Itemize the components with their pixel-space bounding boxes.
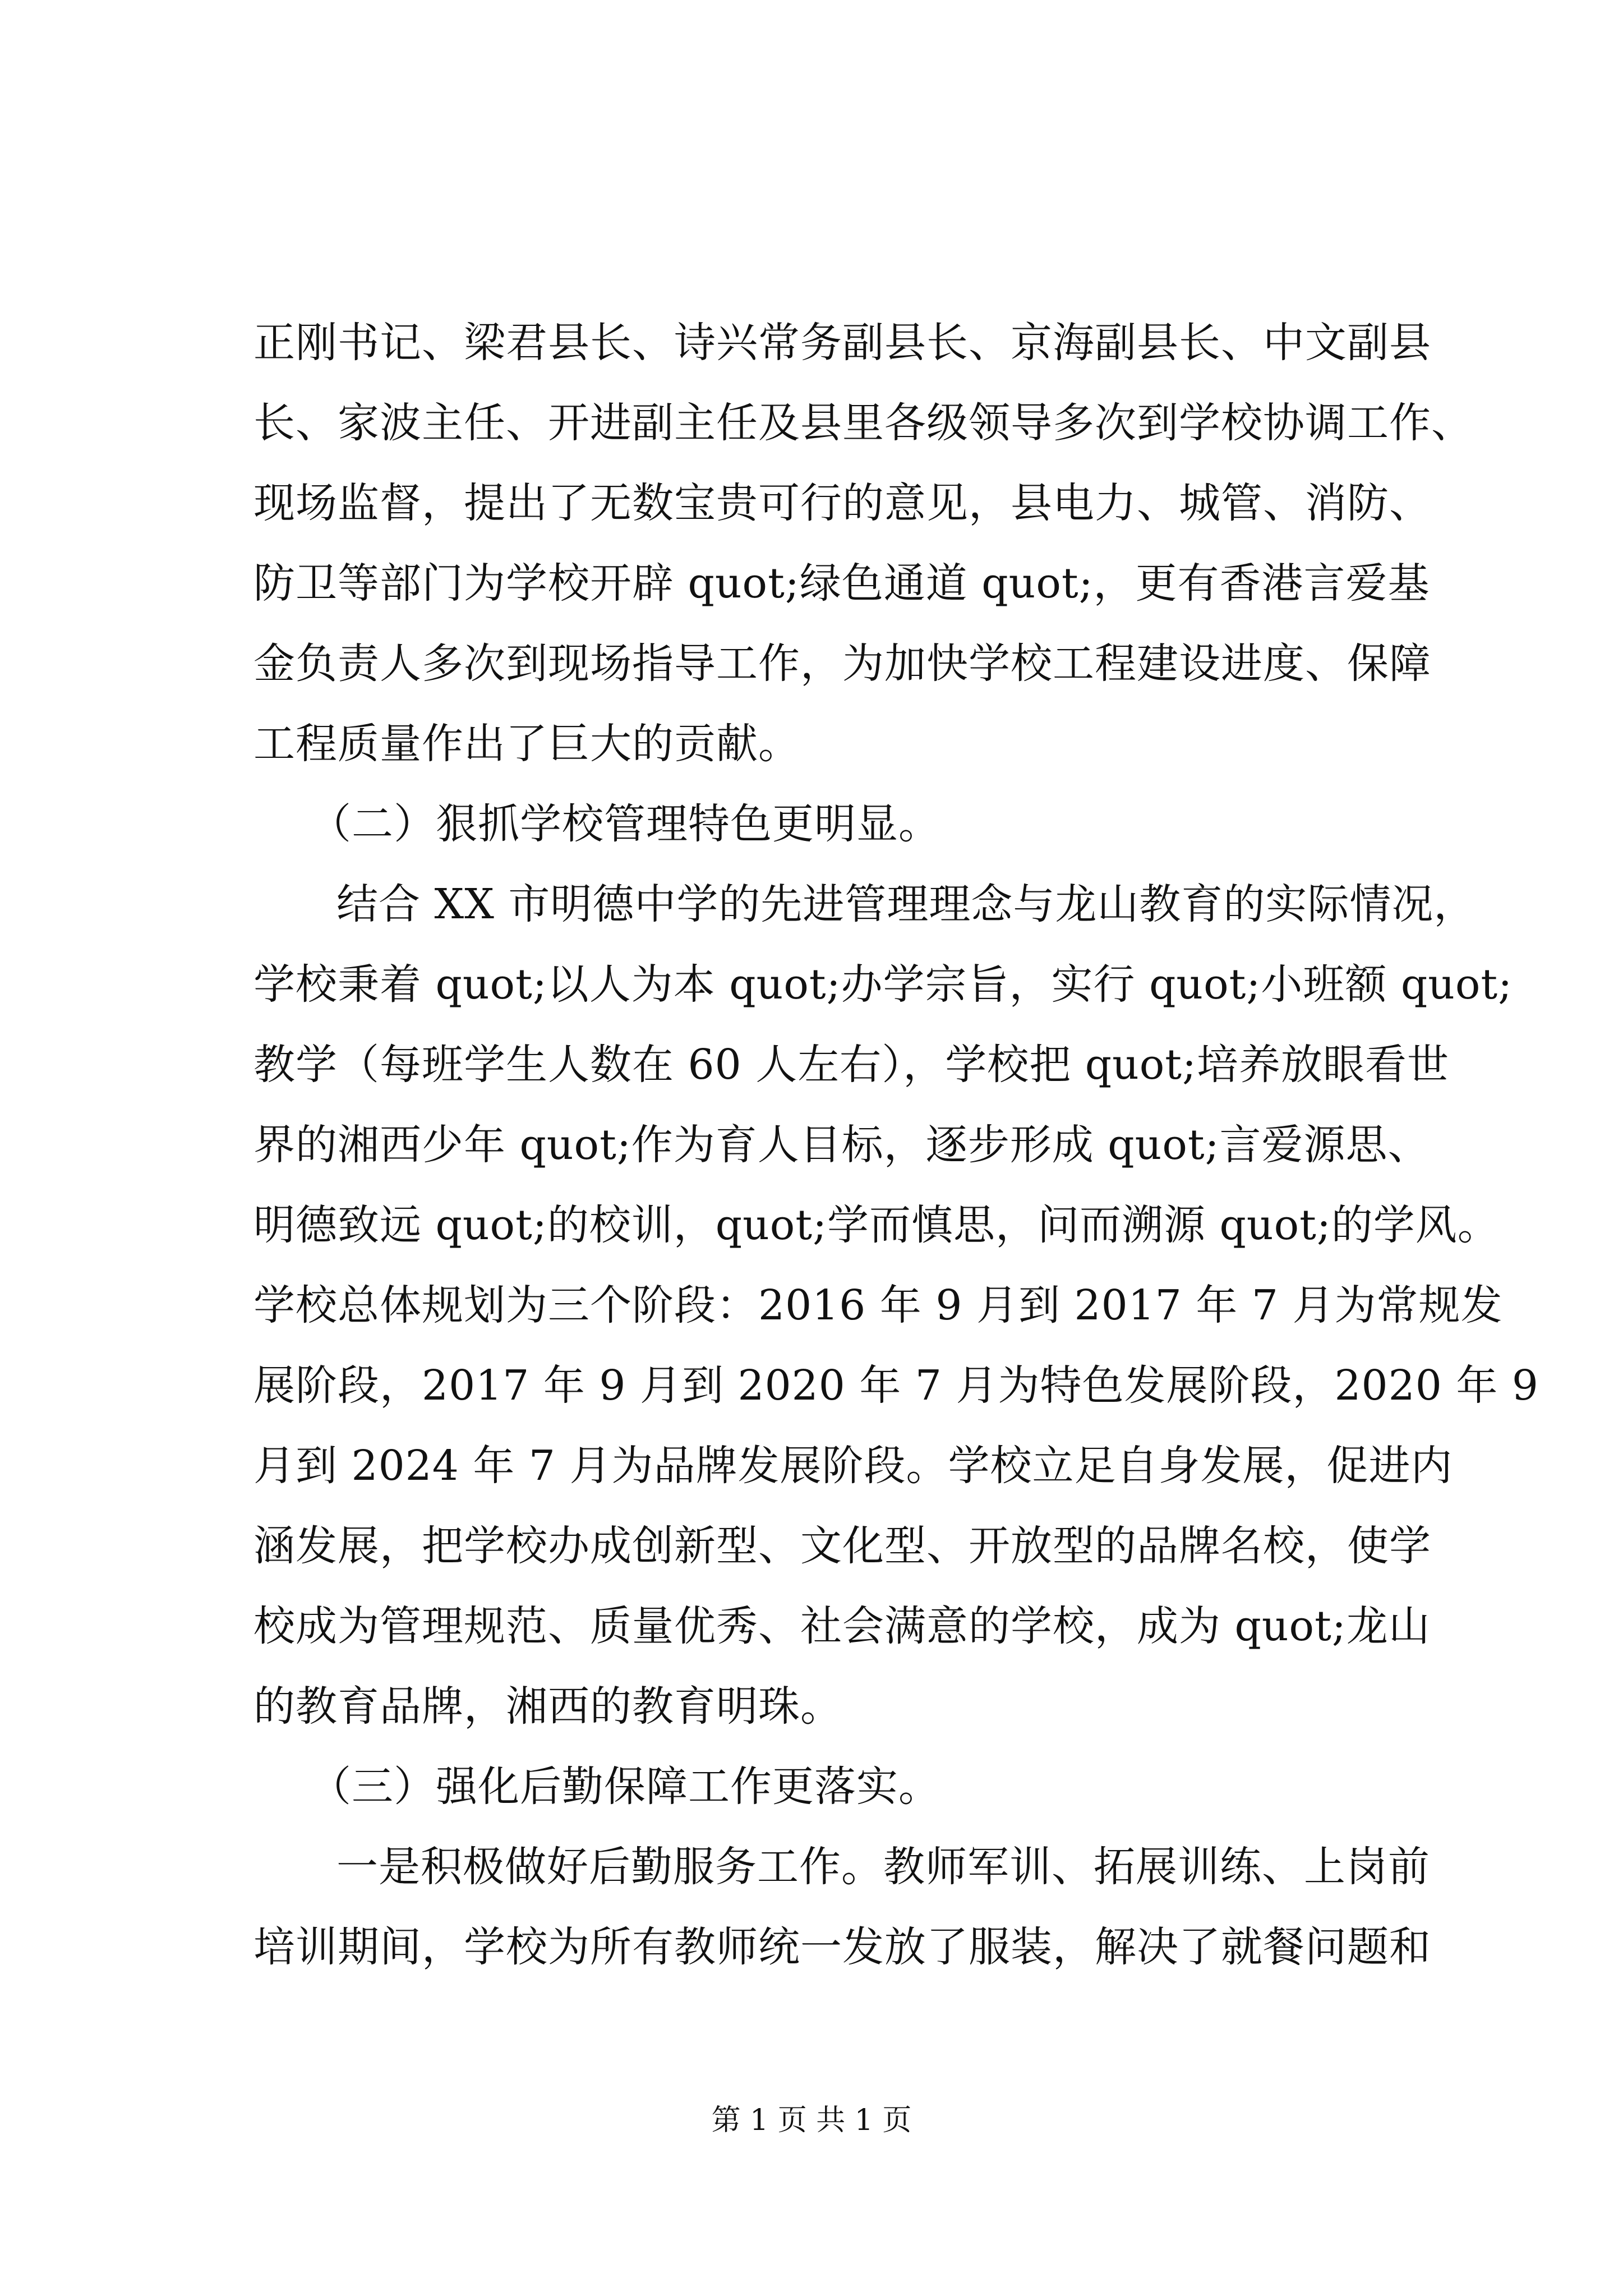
paragraph-line: 培训期间，学校为所有教师统一发放了服装，解决了就餐问题和 (253, 1923, 1431, 1971)
page-footer: 第 1 页 共 1 页 (711, 2104, 912, 2137)
paragraph-line: 一是积极做好后勤服务工作。教师军训、拓展训练、上岗前 (336, 1843, 1430, 1891)
section-heading: （二）狠抓学校管理特色更明显。 (310, 800, 940, 848)
body-text (253, 303, 1539, 1987)
paragraph-line: 学校总体规划为三个阶段：2016 年 9 月到 2017 年 7 月为常规发 (253, 1281, 1503, 1329)
paragraph-line: 防卫等部门为学校开辟 quot;绿色通道 quot;，更有香港言爱基 (253, 559, 1430, 608)
paragraph-line: 长、家波主任、开进副主任及县里各级领导多次到学校协调工作、 (253, 399, 1473, 447)
paragraph-line: 展阶段，2017 年 9 月到 2020 年 7 月为特色发展阶段，2020 年 9 (253, 1361, 1539, 1410)
paragraph-line: 结合 XX 市明德中学的先进管理理念与龙山教育的实际情况， (336, 880, 1476, 928)
paragraph-line: 界的湘西少年 quot;作为育人目标，逐步形成 quot;言爱源思、 (253, 1121, 1430, 1169)
paragraph-line: 工程质量作出了巨大的贡献。 (253, 720, 800, 768)
paragraph-line: 现场监督，提出了无数宝贵可行的意见，县电力、城管、消防、 (253, 479, 1431, 527)
paragraph-line: 正刚书记、梁君县长、诗兴常务副县长、京海副县长、中文副县 (253, 319, 1431, 367)
paragraph-line: 教学（每班学生人数在 60 人左右），学校把 quot;培养放眼看世 (253, 1041, 1449, 1089)
paragraph-line: 月到 2024 年 7 月为品牌发展阶段。学校立足自身发展，促进内 (253, 1442, 1453, 1490)
paragraph-line: 明德致远 quot;的校训，quot;学而慎思，问而溯源 quot;的学风。 (253, 1201, 1500, 1249)
paragraph-line: 校成为管理规范、质量优秀、社会满意的学校，成为 quot;龙山 (253, 1602, 1431, 1650)
paragraph-line: 学校秉着 quot;以人为本 quot;办学宗旨，实行 quot;小班额 quot; (253, 960, 1513, 1009)
paragraph-line: 金负责人多次到现场指导工作，为加快学校工程建设进度、保障 (253, 639, 1431, 688)
paragraph-line: 涵发展，把学校办成创新型、文化型、开放型的品牌名校，使学 (253, 1522, 1431, 1570)
paragraph-line: 的教育品牌，湘西的教育明珠。 (253, 1682, 842, 1731)
section-heading: （三）强化后勤保障工作更落实。 (310, 1763, 940, 1811)
